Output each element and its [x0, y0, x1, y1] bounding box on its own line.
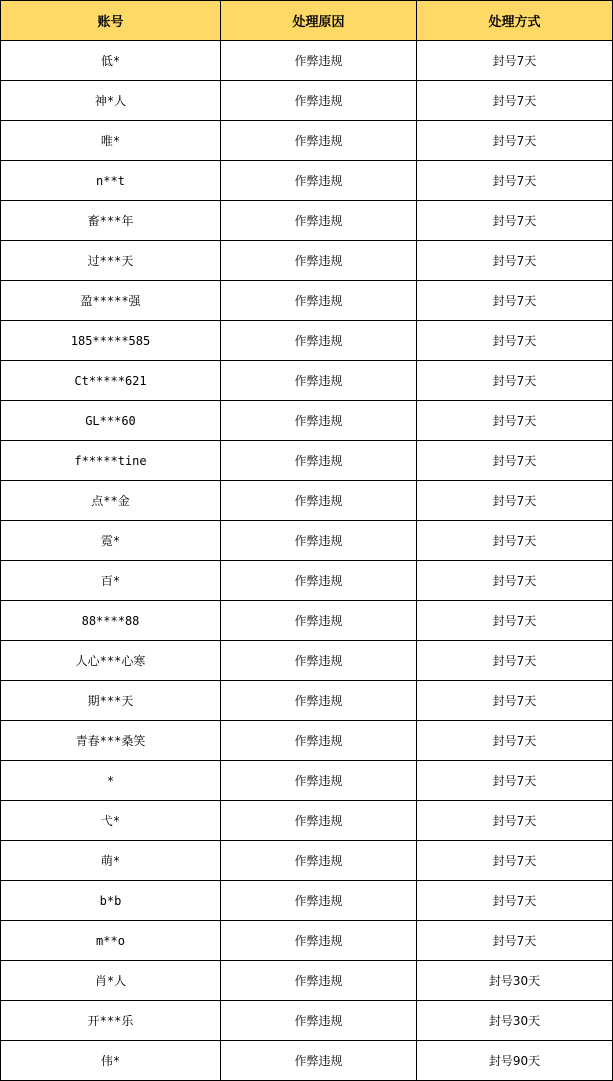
- cell-reason: 作弊违规: [221, 681, 417, 721]
- cell-reason: 作弊违规: [221, 721, 417, 761]
- cell-action: 封号90天: [417, 1041, 613, 1081]
- cell-action: 封号7天: [417, 161, 613, 201]
- cell-reason: 作弊违规: [221, 241, 417, 281]
- cell-action: 封号30天: [417, 1001, 613, 1041]
- table-row: [1, 841, 613, 881]
- table-row: [1, 881, 613, 921]
- header-row: [1, 1, 613, 41]
- cell-account: 点**金: [1, 481, 221, 521]
- cell-reason: 作弊违规: [221, 521, 417, 561]
- cell-action: 封号7天: [417, 721, 613, 761]
- table-row: [1, 281, 613, 321]
- cell-reason: 作弊违规: [221, 801, 417, 841]
- cell-action: 封号7天: [417, 361, 613, 401]
- table-row: [1, 161, 613, 201]
- table-row: [1, 921, 613, 961]
- cell-account: n**t: [1, 161, 221, 201]
- cell-account: m**o: [1, 921, 221, 961]
- cell-account: 过***天: [1, 241, 221, 281]
- cell-account: 盈*****强: [1, 281, 221, 321]
- cell-reason: 作弊违规: [221, 561, 417, 601]
- cell-action: 封号30天: [417, 961, 613, 1001]
- cell-account: 畜***年: [1, 201, 221, 241]
- cell-action: 封号7天: [417, 801, 613, 841]
- cell-account: 185*****585: [1, 321, 221, 361]
- cell-reason: 作弊违规: [221, 761, 417, 801]
- cell-action: 封号7天: [417, 441, 613, 481]
- cell-reason: 作弊违规: [221, 41, 417, 81]
- cell-action: 封号7天: [417, 321, 613, 361]
- table-row: [1, 761, 613, 801]
- cell-account: 88****88: [1, 601, 221, 641]
- table-row: [1, 321, 613, 361]
- cell-reason: 作弊违规: [221, 481, 417, 521]
- table-row: [1, 41, 613, 81]
- table-row: [1, 481, 613, 521]
- table-row: [1, 241, 613, 281]
- cell-action: 封号7天: [417, 521, 613, 561]
- column-header-reason: 处理原因: [221, 1, 417, 41]
- cell-action: 封号7天: [417, 921, 613, 961]
- table-row: [1, 561, 613, 601]
- cell-action: 封号7天: [417, 841, 613, 881]
- table-row: [1, 521, 613, 561]
- cell-account: 弋*: [1, 801, 221, 841]
- cell-reason: 作弊违规: [221, 161, 417, 201]
- table-row: [1, 801, 613, 841]
- cell-reason: 作弊违规: [221, 81, 417, 121]
- cell-action: 封号7天: [417, 241, 613, 281]
- cell-account: GL***60: [1, 401, 221, 441]
- cell-reason: 作弊违规: [221, 361, 417, 401]
- table-body: [1, 41, 613, 1081]
- cell-action: 封号7天: [417, 761, 613, 801]
- table-row: [1, 1001, 613, 1041]
- cell-reason: 作弊违规: [221, 121, 417, 161]
- cell-account: 肖*人: [1, 961, 221, 1001]
- cell-reason: 作弊违规: [221, 201, 417, 241]
- table-row: [1, 961, 613, 1001]
- table-row: [1, 641, 613, 681]
- column-header-action: 处理方式: [417, 1, 613, 41]
- table-row: [1, 441, 613, 481]
- cell-reason: 作弊违规: [221, 961, 417, 1001]
- cell-reason: 作弊违规: [221, 641, 417, 681]
- cell-reason: 作弊违规: [221, 281, 417, 321]
- cell-account: 百*: [1, 561, 221, 601]
- cell-reason: 作弊违规: [221, 321, 417, 361]
- cell-action: 封号7天: [417, 201, 613, 241]
- cell-account: 伟*: [1, 1041, 221, 1081]
- cell-action: 封号7天: [417, 401, 613, 441]
- cell-action: 封号7天: [417, 41, 613, 81]
- cell-account: f*****tine: [1, 441, 221, 481]
- cell-account: 霓*: [1, 521, 221, 561]
- table-row: [1, 121, 613, 161]
- table-row: [1, 361, 613, 401]
- cell-account: 人心***心寒: [1, 641, 221, 681]
- cell-action: 封号7天: [417, 881, 613, 921]
- cell-action: 封号7天: [417, 601, 613, 641]
- cell-account: 青春***桑笑: [1, 721, 221, 761]
- cell-reason: 作弊违规: [221, 921, 417, 961]
- cell-action: 封号7天: [417, 481, 613, 521]
- cell-action: 封号7天: [417, 281, 613, 321]
- cell-action: 封号7天: [417, 641, 613, 681]
- table-row: [1, 401, 613, 441]
- cell-account: 期***天: [1, 681, 221, 721]
- cell-account: Ct*****621: [1, 361, 221, 401]
- table-header: [1, 1, 613, 41]
- cell-reason: 作弊违规: [221, 1001, 417, 1041]
- table-row: [1, 1041, 613, 1081]
- cell-action: 封号7天: [417, 121, 613, 161]
- cell-account: 唯*: [1, 121, 221, 161]
- cell-account: 神*人: [1, 81, 221, 121]
- cell-reason: 作弊违规: [221, 441, 417, 481]
- table-row: [1, 681, 613, 721]
- column-header-account: 账号: [1, 1, 221, 41]
- cell-account: 低*: [1, 41, 221, 81]
- cell-account: b*b: [1, 881, 221, 921]
- cell-reason: 作弊违规: [221, 601, 417, 641]
- cell-account: 开***乐: [1, 1001, 221, 1041]
- table-row: [1, 721, 613, 761]
- cell-action: 封号7天: [417, 681, 613, 721]
- cell-reason: 作弊违规: [221, 881, 417, 921]
- cell-action: 封号7天: [417, 561, 613, 601]
- cell-reason: 作弊违规: [221, 401, 417, 441]
- cell-reason: 作弊违规: [221, 1041, 417, 1081]
- cell-account: *: [1, 761, 221, 801]
- cell-reason: 作弊违规: [221, 841, 417, 881]
- cell-action: 封号7天: [417, 81, 613, 121]
- table-row: [1, 601, 613, 641]
- table-row: [1, 201, 613, 241]
- cell-account: 萌*: [1, 841, 221, 881]
- table-row: [1, 81, 613, 121]
